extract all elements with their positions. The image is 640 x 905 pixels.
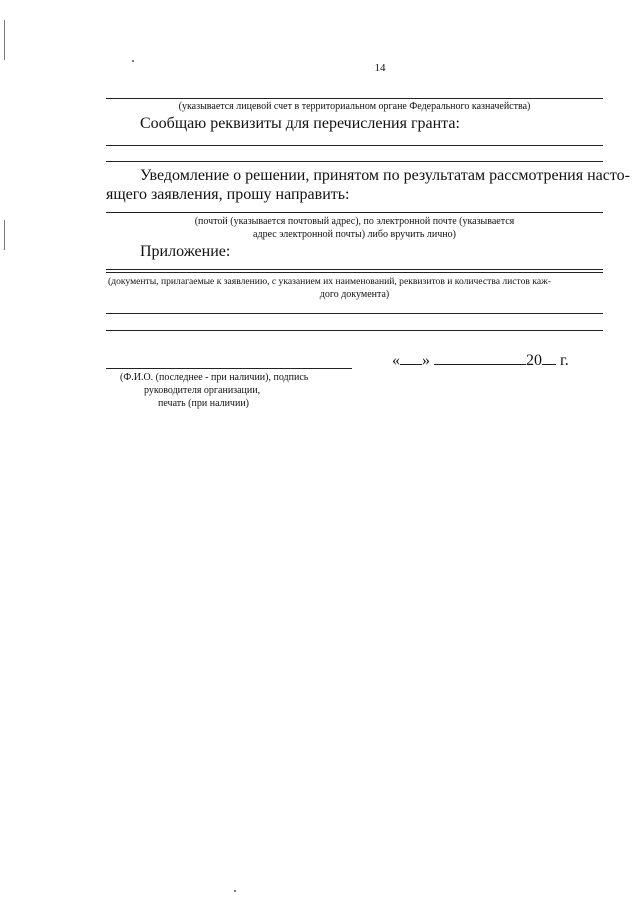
requisites-heading: Сообщаю реквизиты для перечисления гранта:: [140, 115, 460, 132]
delivery-caption-line-2: адрес электронной почты) либо вручить лично): [253, 229, 456, 240]
attachment-heading: Приложение:: [140, 243, 231, 260]
attachment-line-2: [106, 272, 603, 273]
date-block: [392, 350, 612, 371]
day-blank: [400, 350, 422, 365]
date-close-quote: »: [422, 352, 430, 369]
date-open-quote: «: [392, 352, 400, 369]
year-blank: [542, 350, 556, 365]
signature-line: [106, 368, 352, 369]
attachment-line-3: [106, 313, 603, 314]
signature-caption-line-2: руководителя организации,: [144, 385, 261, 396]
scan-edge-mark: [4, 220, 5, 250]
year-suffix: г.: [560, 352, 569, 369]
page-number: 14: [374, 62, 386, 74]
scan-speck: [234, 890, 236, 892]
attachment-caption-line-2: дого документа): [319, 289, 390, 300]
scan-speck: [132, 60, 134, 62]
delivery-line: [106, 212, 603, 213]
notification-line-1: Уведомление о решении, принятом по результатам рассмотрения насто-: [140, 167, 630, 184]
signature-caption-line-1: (Ф.И.О. (последнее - при наличии), подпись: [120, 372, 309, 383]
signature-caption-line-3: печать (при наличии): [158, 398, 249, 409]
attachment-caption-line-1: (документы, прилагаемые к заявлению, с указанием их наименований, реквизитов и количества листов каж-: [108, 276, 551, 287]
month-blank: [434, 350, 526, 365]
account-caption: (указывается лицевой счет в территориальном органе Федерального казначейства): [178, 101, 531, 112]
requisites-line-2: [106, 161, 603, 162]
attachment-line-1: [106, 269, 603, 270]
requisites-line-1: [106, 145, 603, 146]
notification-line-2: ящего заявления, прошу направить:: [106, 186, 350, 203]
scan-edge-mark: [4, 20, 5, 60]
delivery-caption-line-1: (почтой (указывается почтовый адрес), по электронной почте (указывается: [194, 216, 515, 227]
year-prefix: 20: [526, 352, 542, 369]
account-line: [106, 98, 603, 99]
attachment-line-4: [106, 330, 603, 331]
